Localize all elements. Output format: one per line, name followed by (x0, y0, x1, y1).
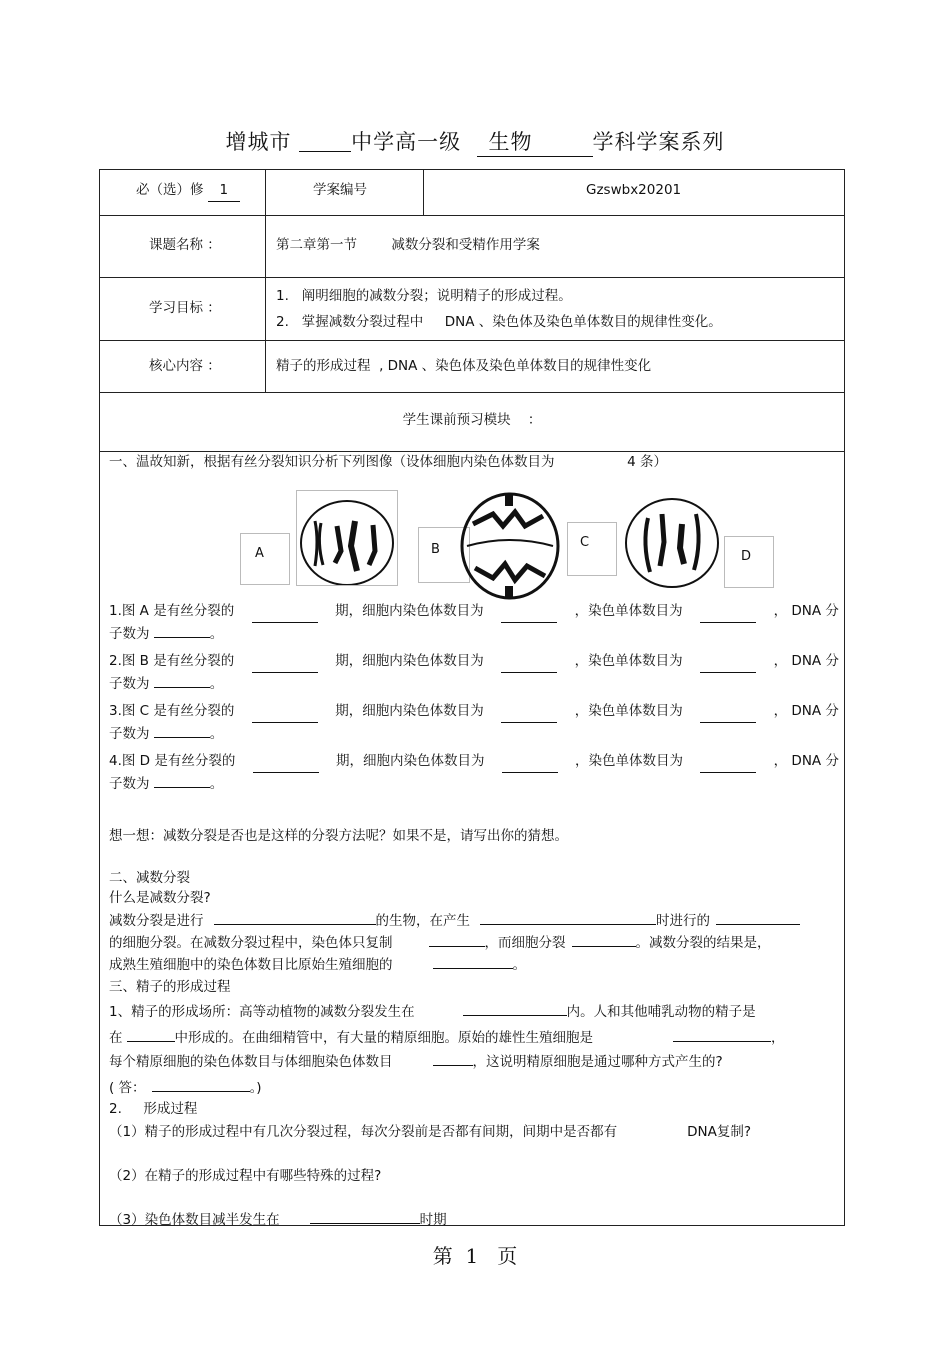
section2-question: 什么是减数分裂? (109, 890, 211, 906)
answer-blank[interactable] (252, 650, 318, 673)
s2-l1b: 的生物，在产生 (375, 913, 470, 929)
section2-line3 (109, 954, 526, 976)
q2-part-b: 期，细胞内染色体数目为 (335, 653, 484, 669)
section3-process-heading: 2. 形成过程 (109, 1101, 198, 1117)
q4-part-d: ， DNA 分 (773, 753, 839, 769)
q3-part-e: 子数为 (109, 726, 150, 742)
s3-q1-text: （1）精子的形成过程中有几次分裂过程，每次分裂前是否都有间期，间期中是否都有 (109, 1124, 618, 1140)
q2-part-e: 子数为 (109, 676, 150, 692)
question-3 (109, 700, 839, 746)
q4-part-c: ，染色单体数目为 (575, 753, 684, 769)
goal-label: 学习目标 ： (149, 300, 221, 316)
s3-l3a: 每个精原细胞的染色体数目与体细胞染色体数目 (109, 1054, 393, 1070)
core-value: 精子的形成过程 , DNA 、染色体及染色单体数目的规律性变化 (276, 358, 652, 374)
course-label: 必（选）修 (136, 182, 204, 198)
figure-label-d-text: D (741, 549, 752, 564)
s3-l4a: ( 答： (109, 1080, 146, 1096)
figure-label-a-text: A (255, 546, 264, 561)
cell-a-drawing (297, 491, 397, 585)
answer-blank[interactable] (700, 650, 756, 673)
question-2 (109, 650, 839, 696)
row-divider (100, 392, 844, 393)
preview-module-heading: 学生课前预习模块 ： (402, 412, 542, 428)
q3-part-c: ，染色单体数目为 (574, 703, 683, 719)
q4-part-e: 子数为 (109, 776, 150, 792)
q3-part-a: 3.图 C 是有丝分裂的 (109, 703, 235, 719)
section2-line1 (109, 910, 800, 932)
s2-l3a: 成熟生殖细胞中的染色体数目比原始生殖细胞的 (109, 957, 393, 973)
q2-part-d: ， DNA 分 (773, 653, 839, 669)
cell-image-c (622, 496, 722, 590)
answer-blank[interactable] (700, 700, 756, 723)
answer-blank[interactable] (214, 924, 376, 925)
section1-heading (109, 450, 667, 474)
answer-blank[interactable] (252, 700, 318, 723)
s3-q1-tail: DNA复制? (687, 1124, 751, 1140)
q1-part-e: 子数为 (109, 626, 150, 642)
think-prompt: 想一想：减数分裂是否也是这样的分裂方法呢？如果不是，请写出你的猜想。 (109, 828, 568, 844)
section3-line3 (109, 1050, 723, 1074)
question-4 (109, 750, 839, 796)
answer-blank[interactable] (716, 924, 800, 925)
cell-image-b (453, 486, 567, 606)
row-divider (100, 340, 844, 341)
section3-line2 (109, 1026, 785, 1050)
q1-part-d: ， DNA 分 (773, 603, 839, 619)
s3-q3b: 时期 (419, 1212, 447, 1228)
q1-part-c: ，染色单体数目为 (574, 603, 683, 619)
s2-l2b: ，而细胞分裂 (484, 935, 566, 951)
answer-blank[interactable] (501, 600, 557, 623)
answer-blank[interactable] (127, 1041, 175, 1042)
answer-blank[interactable] (154, 637, 210, 638)
row-divider (100, 277, 844, 278)
s2-l2c: 。减数分裂的结果是， (635, 935, 771, 951)
figure-label-c (567, 522, 617, 576)
s3-l2c: ， (771, 1030, 785, 1046)
answer-blank[interactable] (502, 750, 558, 773)
q3-period: 。 (209, 726, 224, 742)
s3-q3a: （3）染色体数目减半发生在 (109, 1212, 280, 1228)
cell-c-drawing (622, 496, 722, 590)
title-grade: 中学高一级 (351, 130, 462, 154)
answer-blank[interactable] (310, 1223, 420, 1224)
q4-period: 。 (209, 776, 224, 792)
s2-l1c: 时进行的 (656, 913, 710, 929)
figure-label-b-text: B (431, 542, 440, 557)
figure-label-a (240, 533, 290, 585)
section1-heading-num: 4 条） (627, 454, 667, 470)
answer-blank[interactable] (433, 1065, 473, 1066)
code-label: 学案编号 (313, 182, 367, 198)
question-1 (109, 600, 839, 646)
column-divider (423, 170, 424, 215)
q4-part-b: 期，细胞内染色体数目为 (335, 753, 485, 769)
answer-blank[interactable] (463, 1015, 567, 1016)
title-subject: 生物 (477, 126, 593, 157)
q2-part-a: 2.图 B 是有丝分裂的 (109, 653, 235, 669)
q1-period: 。 (209, 626, 224, 642)
title-school-blank (299, 131, 351, 152)
s3-l2a: 在 (109, 1030, 123, 1046)
figure-label-d (724, 536, 774, 588)
section2-line2 (109, 932, 771, 954)
section3-q2: （2）在精子的形成过程中有哪些特殊的过程? (109, 1168, 382, 1184)
answer-blank[interactable] (700, 600, 756, 623)
core-label: 核心内容 ： (149, 358, 221, 374)
answer-blank[interactable] (252, 600, 318, 623)
answer-blank[interactable] (572, 946, 636, 947)
q3-part-b: 期，细胞内染色体数目为 (335, 703, 484, 719)
answer-blank[interactable] (673, 1041, 771, 1042)
s2-l2a: 的细胞分裂。在减数分裂过程中，染色体只复制 (109, 935, 393, 951)
s2-l3b: 。 (512, 957, 526, 973)
page-number: 第 1 页 (432, 1244, 518, 1268)
q1-part-b: 期，细胞内染色体数目为 (335, 603, 484, 619)
code-value: Gzswbx20201 (586, 182, 682, 198)
answer-blank[interactable] (429, 946, 485, 947)
section2-heading: 二、减数分裂 (109, 870, 190, 886)
section3-q3 (109, 1208, 447, 1232)
goal-1: 1. 阐明细胞的减数分裂；说明精子的形成过程。 (276, 288, 572, 304)
goal-2: 2. 掌握减数分裂过程中 DNA 、染色体及染色单体数目的规律性变化。 (276, 314, 722, 330)
answer-blank[interactable] (480, 924, 656, 925)
section3-line4 (109, 1076, 262, 1100)
q3-part-d: ， DNA 分 (773, 703, 839, 719)
s2-l1a: 减数分裂是进行 (109, 913, 204, 929)
q2-period: 。 (209, 676, 224, 692)
q1-part-a: 1.图 A 是有丝分裂的 (109, 603, 235, 619)
cell-b-drawing (453, 486, 567, 606)
document-title (0, 126, 950, 157)
answer-blank[interactable] (253, 750, 319, 773)
answer-blank[interactable] (154, 737, 210, 738)
s3-l1a: 1、精子的形成场所：高等动植物的减数分裂发生在 (109, 1004, 415, 1020)
section3-line1 (109, 1000, 756, 1024)
worksheet-table (99, 169, 845, 1226)
answer-blank[interactable] (700, 750, 756, 773)
figure-label-c-text: C (580, 535, 590, 550)
section3-heading: 三、精子的形成过程 (109, 979, 231, 995)
answer-blank[interactable] (501, 650, 557, 673)
topic-label: 课题名称 ： (149, 237, 221, 253)
row-divider (100, 215, 844, 216)
course-cell (136, 179, 240, 202)
answer-blank[interactable] (501, 700, 557, 723)
column-divider (265, 170, 266, 392)
s3-l1b: 内。人和其他哺乳动物的精子是 (566, 1004, 756, 1020)
answer-blank[interactable] (152, 1091, 250, 1092)
section1-heading-text: 一、温故知新，根据有丝分裂知识分析下列图像（设体细胞内染色体数目为 (109, 454, 555, 470)
title-series: 学科学案系列 (592, 130, 725, 154)
answer-blank[interactable] (154, 687, 210, 688)
q2-part-c: ，染色单体数目为 (574, 653, 683, 669)
answer-blank[interactable] (154, 787, 210, 788)
cell-image-a (296, 490, 398, 586)
s3-l2b: 中形成的。在曲细精管中，有大量的精原细胞。原始的雄性生殖细胞是 (174, 1030, 593, 1046)
q4-part-a: 4.图 D 是有丝分裂的 (109, 753, 236, 769)
section3-q1 (109, 1120, 751, 1144)
title-city: 增城市 (225, 130, 292, 154)
course-value: 1 (208, 179, 240, 202)
s3-l3b: ，这说明精原细胞是通过哪种方式产生的? (472, 1054, 723, 1070)
s3-l4b: 。) (249, 1080, 262, 1096)
answer-blank[interactable] (433, 968, 513, 969)
topic-value: 第二章第一节 减数分裂和受精作用学案 (276, 237, 540, 253)
